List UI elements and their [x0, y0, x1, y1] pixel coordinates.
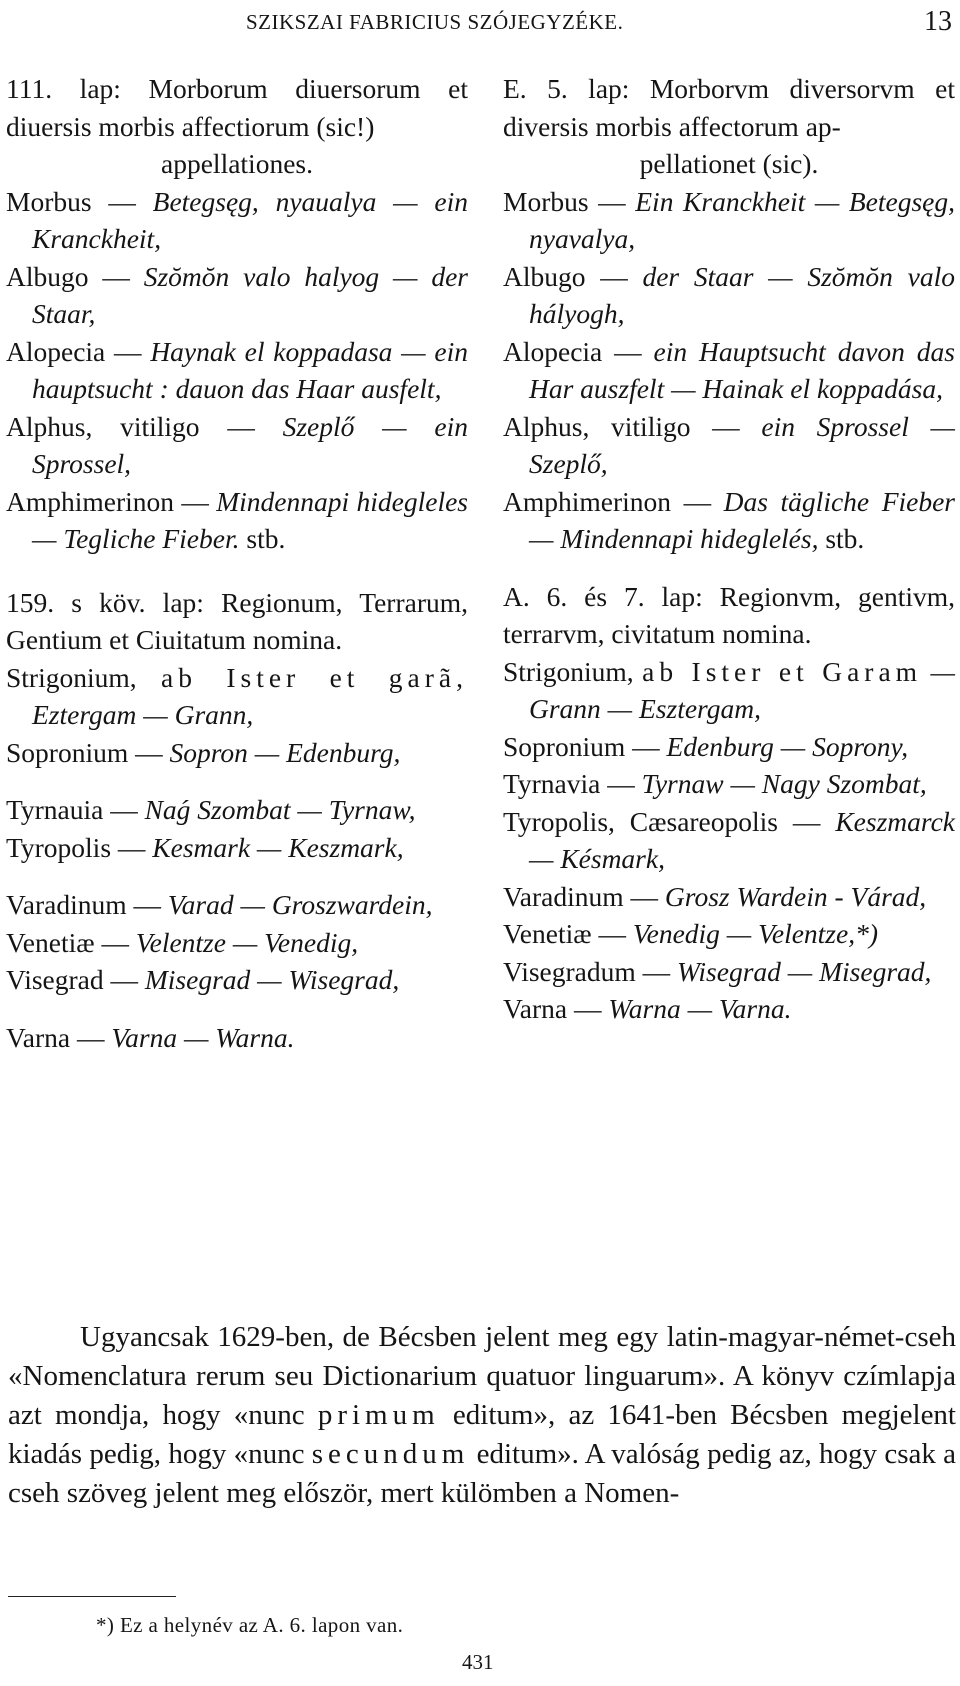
entry-gloss: Das tägliche Fieber — Mindennapi hideglelés,	[529, 485, 955, 554]
body-text-part: editum», az 1641-ben Bécsben megjelent kiadás pedig, hogy «nunc	[8, 1399, 956, 1470]
right-entry-tyropolis	[503, 803, 955, 878]
entry-head: Venetiæ —	[503, 918, 633, 949]
right-column	[503, 70, 955, 1028]
left-entry-varna	[6, 1019, 468, 1057]
left-entry-strigonium	[6, 659, 468, 734]
entry-head: Varna —	[6, 1021, 112, 1053]
entry-head: Tyropolis —	[6, 831, 153, 863]
entry-gloss: Szeplő — ein Sprossel,	[32, 410, 468, 479]
left-column	[6, 70, 468, 1056]
entry-gloss: Varna — Warna.	[111, 1021, 295, 1053]
footnote-divider	[8, 1596, 176, 1597]
page-signature: 431	[462, 1650, 494, 1674]
entry-gloss: Varad — Groszwardein,	[167, 889, 433, 920]
entry-head: Alphus, vitiligo —	[6, 410, 283, 442]
left-section1-line2: et diuersis morbis affectiorum (sic!)	[6, 73, 469, 142]
left-entry-visegrad	[6, 961, 468, 999]
entry-head: Strigonium,	[6, 661, 162, 693]
footnote: *) Ez a helynév az A. 6. lapon van.	[96, 1613, 404, 1637]
right-entry-morbus	[503, 183, 955, 258]
entry-gloss: Sopron — Edenburg,	[169, 736, 401, 768]
page-header	[0, 6, 960, 40]
body-paragraph	[8, 1318, 956, 1513]
right-section1-line3: pellationet (sic).	[639, 148, 819, 179]
entry-gloss: Haynak el koppadasa — ein hauptsucht : dauon das Haar ausfelt,	[32, 335, 468, 404]
right-entry-alopecia	[503, 333, 955, 408]
entry-head: Albugo —	[503, 260, 643, 292]
right-entry-sopronium	[503, 728, 955, 766]
entry-head: Sopronium —	[503, 730, 667, 762]
left-entry-tyropolis	[6, 829, 468, 867]
entry-gloss: Kesmark — Keszmark,	[152, 831, 404, 863]
right-section1-line2: et diversis morbis affectorum ap-	[503, 73, 955, 142]
left-section1-line1: 111. lap: Morborum diuersorum	[6, 73, 421, 104]
right-entry-albugo	[503, 258, 955, 333]
entry-head: Sopronium —	[6, 736, 170, 768]
entry-head: Tyrnauia —	[6, 794, 145, 825]
left-entry-alopecia	[6, 333, 468, 408]
entry-head: Morbus —	[503, 185, 636, 217]
left-entry-tyrnauia	[6, 791, 468, 829]
left-entry-sopronium	[6, 734, 468, 772]
entry-gloss: Grosz Wardein - Várad,	[664, 880, 927, 912]
entry-head: Alphus, vitiligo —	[503, 410, 762, 442]
right-section1-line1: E. 5. lap: Morborvm diversorvm	[503, 73, 915, 104]
entry-gloss: Velentze — Venedig,	[135, 926, 359, 958]
entry-gloss: Misegrad — Wisegrad,	[144, 964, 400, 995]
entry-gloss: ein Sprossel — Szeplő,	[529, 410, 955, 479]
entry-head: Amphimerinon —	[6, 485, 217, 517]
right-entry-tyrnavia	[503, 765, 955, 803]
body-text	[8, 1318, 956, 1513]
right-entry-visegradum	[503, 953, 955, 991]
right-entry-venetiae	[503, 915, 955, 953]
entry-head: Alopecia —	[503, 335, 654, 367]
entry-head: Venetiæ —	[6, 926, 136, 958]
entry-gloss: Naǵ Szombat — Tyrnaw,	[144, 794, 416, 825]
right-section1-heading	[503, 70, 955, 183]
entry-head: Varadinum —	[503, 880, 665, 912]
entry-head: Tyrnavia —	[503, 768, 642, 799]
entry-gloss: Betegsęg, nyaualya — ein Kranckheit,	[32, 185, 469, 254]
left-section1-heading	[6, 70, 468, 183]
entry-head: Varna —	[503, 993, 609, 1024]
body-text-part: editum». A valóság pedig az, hogy csak a cseh szöveg jelent meg először, mert külömben a Nomen-	[8, 1438, 956, 1509]
left-entry-morbus	[6, 183, 468, 258]
left-entry-amphimerinon	[6, 483, 468, 558]
entry-gloss: — Grann — Esztergam,	[529, 655, 955, 724]
entry-head: Strigonium,	[503, 655, 643, 687]
entry-tail: stb.	[239, 523, 286, 554]
body-spaced-word: secundum	[311, 1438, 470, 1470]
entry-head: Alopecia —	[6, 335, 151, 367]
entry-gloss: Venedig — Velentze,*)	[632, 918, 878, 949]
body-spaced-word: primum	[317, 1399, 440, 1431]
entry-head: Varadinum —	[6, 889, 168, 920]
body-text-part: Ugyancsak 1629-ben, de Bécsben jelent meg egy latin-magyar-német-cseh «Nomenclatura rerum seu Dictionarium quatuor linguarum». A könyv czímlapja azt mondja, hogy «nunc	[8, 1321, 956, 1431]
right-entry-varadinum	[503, 878, 955, 916]
left-section2-heading: 159. s köv. lap: Regionum, Terrarum, Gentium et Ciuitatum nomina.	[6, 586, 468, 655]
entry-gloss: Ein Kranckheit — Betegsęg, nyavalya,	[529, 185, 955, 254]
right-entry-strigonium	[503, 653, 955, 728]
entry-gloss: Eztergam — Grann,	[32, 699, 254, 730]
entry-head: Visegrad —	[6, 964, 145, 995]
entry-head: Albugo —	[6, 260, 144, 292]
left-entry-venetiae	[6, 924, 468, 962]
right-entry-varna	[503, 990, 955, 1028]
entry-tail: stb.	[818, 523, 865, 554]
entry-gloss: Edenburg — Soprony,	[666, 730, 909, 762]
entry-gloss: Tyrnaw — Nagy Szombat,	[641, 768, 927, 799]
left-entry-alphus	[6, 408, 468, 483]
entry-spaced: ab Ister et garã,	[161, 661, 468, 693]
entry-gloss: ein Hauptsucht davon das Har auszfelt — Hainak el koppadása,	[529, 335, 955, 404]
entry-gloss: Szŏmŏn valo halyog — der Staar,	[32, 260, 468, 329]
entry-gloss: Mindennapi hidegleles — Tegliche Fieber.	[32, 485, 468, 554]
page-number: 13	[924, 6, 952, 37]
left-entry-albugo	[6, 258, 468, 333]
entry-gloss: der Staar — Szŏmŏn valo hályogh,	[529, 260, 955, 329]
entry-gloss: Wisegrad — Misegrad,	[677, 955, 932, 987]
entry-head: Visegradum —	[503, 955, 678, 987]
running-title: SZIKSZAI FABRICIUS SZÓJEGYZÉKE.	[246, 10, 624, 34]
right-section2-heading: A. 6. és 7. lap: Regionvm, gentivm, terrarvm, civitatum nomina.	[503, 580, 955, 649]
entry-gloss: Keszmarck — Késmark,	[529, 805, 955, 874]
entry-gloss: Warna — Varna.	[608, 993, 792, 1024]
entry-head: Tyropolis, Cæsareopolis —	[503, 805, 836, 837]
entry-head: Morbus —	[6, 185, 153, 217]
right-entry-amphimerinon	[503, 483, 955, 558]
left-entry-varadinum	[6, 886, 468, 924]
entry-spaced: ab Ister et Garam	[642, 655, 923, 687]
right-entry-alphus	[503, 408, 955, 483]
entry-head: Amphimerinon —	[503, 485, 724, 517]
left-section1-line3: appellationes.	[161, 148, 313, 179]
